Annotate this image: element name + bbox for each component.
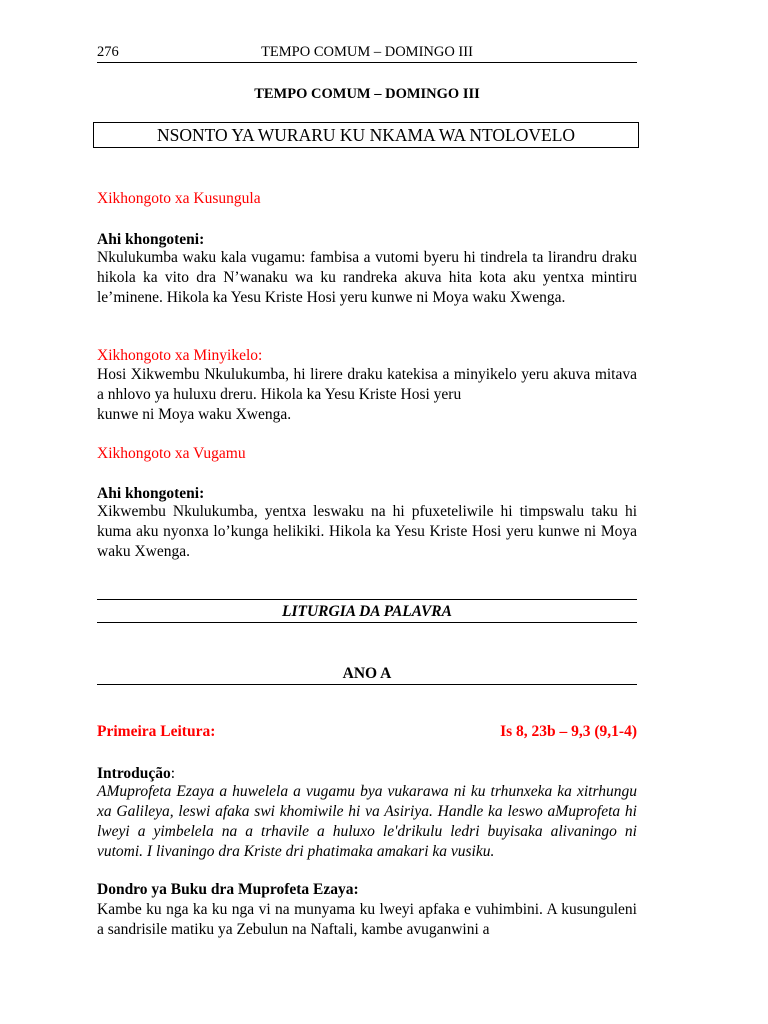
intro-colon: : (170, 765, 176, 782)
intro-text: AMuprofeta Ezaya a huwelela a vugamu bya vukarawa ni ku trhunxeka ka xitrhungu xa Galileya, leswi afaka swi khomiwile hi va Asiriya. Handle ka leswo aMuprofeta hi lweyi a yimbelela na a trhavile a huluxo le'drikulu ledri buyisaka alivaningo ni vutomi. I livaningo dra Kriste dri phatimaka amakari ka vusiku. (97, 783, 637, 860)
year-title: ANO A (342, 665, 392, 682)
minyikelo-heading: Xikhongoto xa Minyikelo: (97, 347, 263, 364)
rule-bottom-liturgy (97, 622, 637, 623)
minyikelo-text-end: kunwe ni Moya waku Xwenga. (97, 406, 292, 423)
book-title: Dondro ya Buku dra Muprofeta Ezaya: (97, 881, 359, 898)
intro-label-line (97, 764, 637, 784)
reading-header (97, 723, 637, 741)
liturgy-title: LITURGIA DA PALAVRA (282, 603, 452, 620)
boxed-title: NSONTO YA WURARU KU NKAMA WA NTOLOVELO (93, 122, 639, 148)
intro-label: Introdução (97, 765, 171, 782)
page-number: 276 (97, 44, 119, 60)
vugamu-text: Xikwembu Nkulukumba, yentxa leswaku na hi pfuxeteliwile hi timpswalu taku hi kuma aku nyonxa lo’kunga helikiki. Hikola ka Yesu Kriste Hosi yeru kunwe ni Moya waku Xwenga. (97, 503, 637, 560)
vugamu-label: Ahi khongoteni: (97, 485, 205, 502)
kusungula-text: Nkulukumba waku kala vugamu: fambisa a vutomi byeru hi tindrela ta lirandru draku hikola ka vito dra N’wanaku wa ku randreka akuva hita kota aku yentxa mintiru le’minene. Hikola ka Yesu Kriste Hosi yeru kunwe ni Moya waku Xwenga. (97, 249, 637, 306)
kusungula-heading: Xikhongoto xa Kusungula (97, 190, 261, 207)
vugamu-heading: Xikhongoto xa Vugamu (97, 445, 246, 462)
page-subtitle: TEMPO COMUM – DOMINGO III (254, 86, 480, 102)
rule-year (97, 684, 637, 685)
reading-label: Primeira Leitura: (97, 723, 216, 740)
kusungula-label: Ahi khongoteni: (97, 231, 205, 248)
rule-top-liturgy (97, 599, 637, 600)
running-header (97, 40, 637, 63)
running-title: TEMPO COMUM – DOMINGO III (261, 44, 473, 60)
book-text: Kambe ku nga ka ku nga vi na munyama ku lweyi apfaka e vuhimbini. A kusunguleni a sandrisile matiku ya Zebulun na Naftali, kambe avuganwini a (97, 901, 637, 938)
reading-reference: Is 8, 23b – 9,3 (9,1-4) (500, 723, 637, 740)
minyikelo-text: Hosi Xikwembu Nkulukumba, hi lirere draku katekisa a minyikelo yeru akuva mitava a nhlovo ya huluxu dreru. Hikola ka Yesu Kriste Hosi yeru (97, 366, 637, 403)
